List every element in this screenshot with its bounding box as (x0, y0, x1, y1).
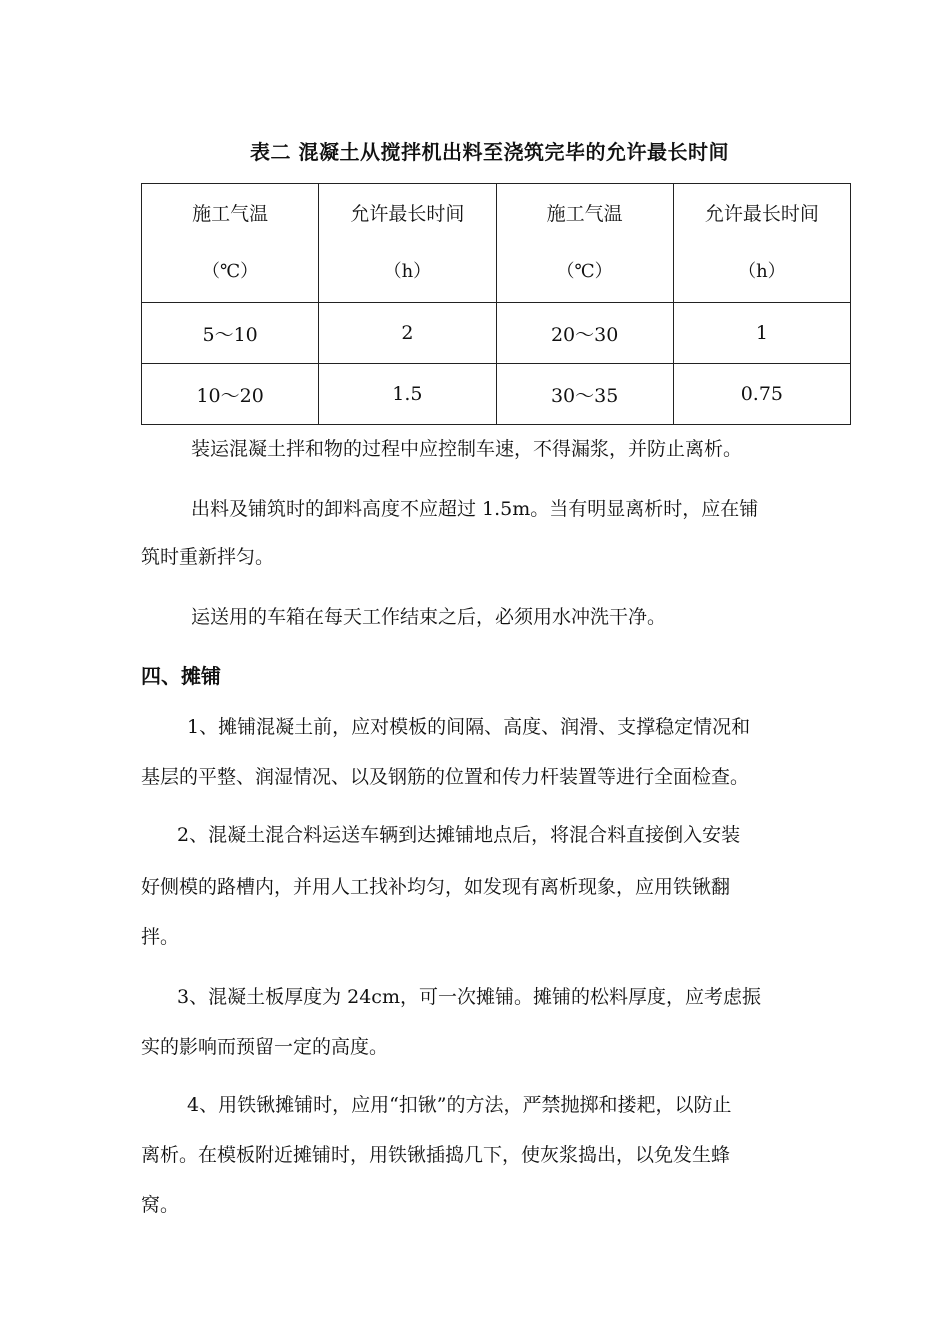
table-row (142, 303, 851, 364)
header-unit: （℃） (202, 261, 259, 282)
list-item-line: 拌。 (141, 926, 180, 948)
header-unit: （h） (383, 261, 432, 282)
table-header-row (142, 184, 851, 303)
header-unit: （℃） (556, 261, 613, 282)
list-item-line: 实的影响而预留一定的高度。 (141, 1036, 389, 1058)
header-cell (319, 184, 496, 303)
paragraph-line: 出料及铺筑时的卸料高度不应超过 1.5m。当有明显离析时，应在铺 (191, 498, 759, 520)
list-item-line: 离析。在模板附近摊铺时，用铁锹插捣几下，使灰浆捣出，以免发生蜂 (141, 1144, 731, 1166)
list-item-line: 好侧模的路槽内，并用人工找补均匀，如发现有离析现象，应用铁锹翻 (141, 876, 731, 898)
header-cell (673, 184, 850, 303)
header-label: 施工气温 (546, 203, 623, 225)
table-cell: 30～35 (496, 364, 673, 425)
list-item-line: 窝。 (141, 1194, 180, 1216)
section-heading: 四、摊铺 (141, 664, 221, 688)
allowed-time-table (141, 183, 851, 425)
list-item-line: 1、摊铺混凝土前，应对模板的间隔、高度、润滑、支撑稳定情况和 (187, 716, 751, 738)
table-cell: 0.75 (673, 364, 850, 425)
list-item-line: 2、混凝土混合料运送车辆到达摊铺地点后，将混合料直接倒入安装 (177, 824, 741, 846)
list-item-line: 4、用铁锹摊铺时，应用“扣锹”的方法，严禁抛掷和搂耙，以防止 (187, 1094, 732, 1116)
list-item-line: 3、混凝土板厚度为 24cm，可一次摊铺。摊铺的松料厚度，应考虑振 (177, 986, 761, 1008)
table-cell: 20～30 (496, 303, 673, 364)
table-cell: 10～20 (142, 364, 319, 425)
list-item-line: 基层的平整、润湿情况、以及钢筋的位置和传力杆装置等进行全面检查。 (141, 766, 750, 788)
header-unit: （h） (738, 261, 786, 282)
table-cell: 1.5 (319, 364, 496, 425)
table-row (142, 364, 851, 425)
table-title: 表二 混凝土从搅拌机出料至浇筑完毕的允许最长时间 (250, 140, 729, 164)
header-cell (496, 184, 673, 303)
paragraph-line: 筑时重新拌匀。 (141, 546, 275, 568)
table-cell: 5～10 (142, 303, 319, 364)
table-cell: 1 (673, 303, 850, 364)
header-label: 允许最长时间 (704, 203, 819, 225)
header-label: 施工气温 (192, 203, 269, 225)
header-cell (142, 184, 319, 303)
paragraph: 运送用的车箱在每天工作结束之后，必须用水冲洗干净。 (191, 606, 667, 628)
paragraph: 装运混凝土拌和物的过程中应控制车速，不得漏浆，并防止离析。 (191, 438, 743, 460)
header-label: 允许最长时间 (350, 203, 465, 225)
table-cell: 2 (319, 303, 496, 364)
